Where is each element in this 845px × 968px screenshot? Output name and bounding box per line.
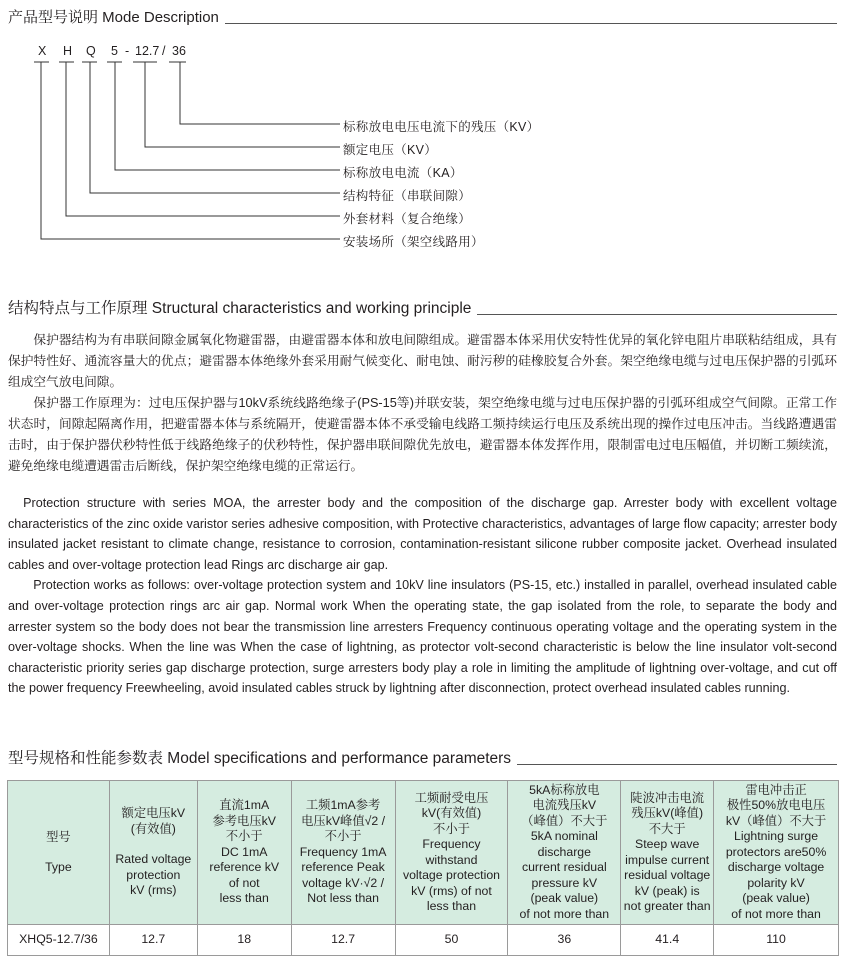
- table-cell-type: XHQ5-12.7/36: [8, 925, 110, 956]
- legend-rated-voltage: 额定电压（KV）: [343, 143, 438, 157]
- legend-structure: 结构特征（串联间隙）: [343, 189, 472, 203]
- table-cell: 36: [508, 925, 621, 956]
- en-paragraph: Protection works as follows: over-voltage protection system and 10kV line insulators (PS-15, etc.) installed in parallel, overhead insulated cable and over-voltage protection rings arc air gap. Normal work When the operating state, the gap isolated from the role, to separate the body and arrester system so the body does not bear the transmission line arresters Frequency continuous operating voltage and the operating system in the over-voltage shocks. When the line was When the case of lightning, as protector volt-second characteristic is below the line insulator volt-second characteristic priority series gap discharge protection, surge arresters body play a role in limiting the amplitude of lightning over-voltage, and cut off the power frequency Freewheeling, avoid insulated cables struck by lightning after disconnection, protect overhead insulated cables running.: [8, 578, 837, 696]
- header-lightning-impulse-discharge: 雷电冲击正 极性50%放电电压 kV（峰值）不大于 Lightning surge protectors are50% discharge voltage polarity kV (peak value) of not more than: [714, 781, 839, 925]
- structure-title: [8, 296, 837, 318]
- mode-description-title: [8, 6, 837, 27]
- legend-residual-voltage: 标称放电电压电流下的残压（KV）: [343, 120, 540, 134]
- code-char: 36: [172, 44, 186, 58]
- structure-en-text: [8, 493, 837, 699]
- specs-title: [8, 746, 837, 768]
- specs-table: [7, 780, 839, 956]
- header-power-frequency-reference: 工频1mA参考 电压kV峰值√2 / 不小于 Frequency 1mA reference Peak voltage kV·√2 / Not less than: [291, 781, 395, 925]
- table-cell: 50: [395, 925, 508, 956]
- legend-housing-material: 外套材料（复合绝缘）: [343, 212, 472, 226]
- cn-paragraph: 保护器结构为有串联间隙金属氧化物避雷器，由避雷器本体和放电间隙组成。避雷器本体采用伏安特性优异的氧化锌电阻片串联粘结组成，具有保护特性好、通流容量大的优点；避雷器本体绝缘外套采用耐气候变化、耐电蚀、耐污秽的硅橡胶复合外套。架空绝缘电缆与过电压保护器的引弧环组成空气放电间隙。: [8, 333, 837, 389]
- header-type: 型号 Type: [8, 781, 110, 925]
- table-cell: 12.7: [109, 925, 197, 956]
- cn-paragraph: 保护器工作原理为：过电压保护器与10kV系统线路绝缘子(PS-15等)并联安装，架空绝缘电缆与过电压保护器的引弧环组成空气间隙。正常工作状态时，间隙起隔离作用，把避雷器本体与系统隔开，使避雷器本体不承受输电线路工频持续运行电压及系统出现的操作过电压冲击。当线路遭遇雷击时，由于保护器伏秒特性低于线路绝缘子的伏秒特性，保护器串联间隙优先放电，避雷器本体发挥作用，限制雷电过电压幅值，并切断工频续流，避免绝缘电缆遭遇雷击后断线，保护架空绝缘电缆的正常运行。: [8, 396, 837, 473]
- table-header-row: [8, 781, 839, 925]
- table-cell: 41.4: [621, 925, 714, 956]
- code-char: -: [125, 44, 130, 58]
- header-steep-wave-residual: 陡波冲击电流 残压kV(峰值) 不大于 Steep wave impulse current residual voltage kV (peak) is not greater than: [621, 781, 714, 925]
- structure-cn-text: [8, 330, 837, 477]
- code-char: /: [162, 44, 166, 58]
- header-rated-voltage: 额定电压kV (有效值) Rated voltage protection kV (rms): [109, 781, 197, 925]
- header-5ka-residual-voltage: 5kA标称放电 电流残压kV （峰值）不大于 5kA nominal discharge current residual pressure kV (peak value) of not more than: [508, 781, 621, 925]
- structure-title-text: 结构特点与工作原理 Structural characteristics and working principle: [8, 300, 472, 317]
- code-char: H: [63, 44, 73, 58]
- title-rule: [517, 764, 837, 765]
- title-rule: [225, 23, 837, 24]
- header-withstand-voltage: 工频耐受电压 kV(有效值) 不小于 Frequency withstand voltage protection kV (rms) of not less than: [395, 781, 508, 925]
- en-paragraph: Protection structure with series MOA, the arrester body and the composition of the discharge gap. Arrester body with excellent voltage characteristics of the zinc oxide varistor series adhesive composition, with Protective characteristics, advantages of large flow capacity; arrester body insulated jacket resistant to climate change, resistance to corrosion, contamination-resistant silicone rubber composite jacket. Overhead insulated cables and over-voltage protection lead Rings arc discharge air gap.: [8, 496, 837, 572]
- code-char: Q: [86, 44, 96, 58]
- title-rule: [477, 314, 837, 315]
- table-row: [8, 925, 839, 956]
- header-dc-reference-voltage: 直流1mA 参考电压kV 不小于 DC 1mA reference kV of not less than: [197, 781, 291, 925]
- table-cell: 12.7: [291, 925, 395, 956]
- mode-description-title-text: 产品型号说明 Mode Description: [8, 9, 219, 26]
- legend-discharge-current: 标称放电电流（KA）: [343, 166, 463, 180]
- specs-title-text: 型号规格和性能参数表 Model specifications and performance parameters: [8, 750, 512, 767]
- table-cell: 110: [714, 925, 839, 956]
- code-char: X: [38, 44, 47, 58]
- table-cell: 18: [197, 925, 291, 956]
- code-char: 12.7: [135, 44, 160, 58]
- legend-installation: 安装场所（架空线路用）: [343, 235, 484, 249]
- code-char: 5: [111, 44, 118, 58]
